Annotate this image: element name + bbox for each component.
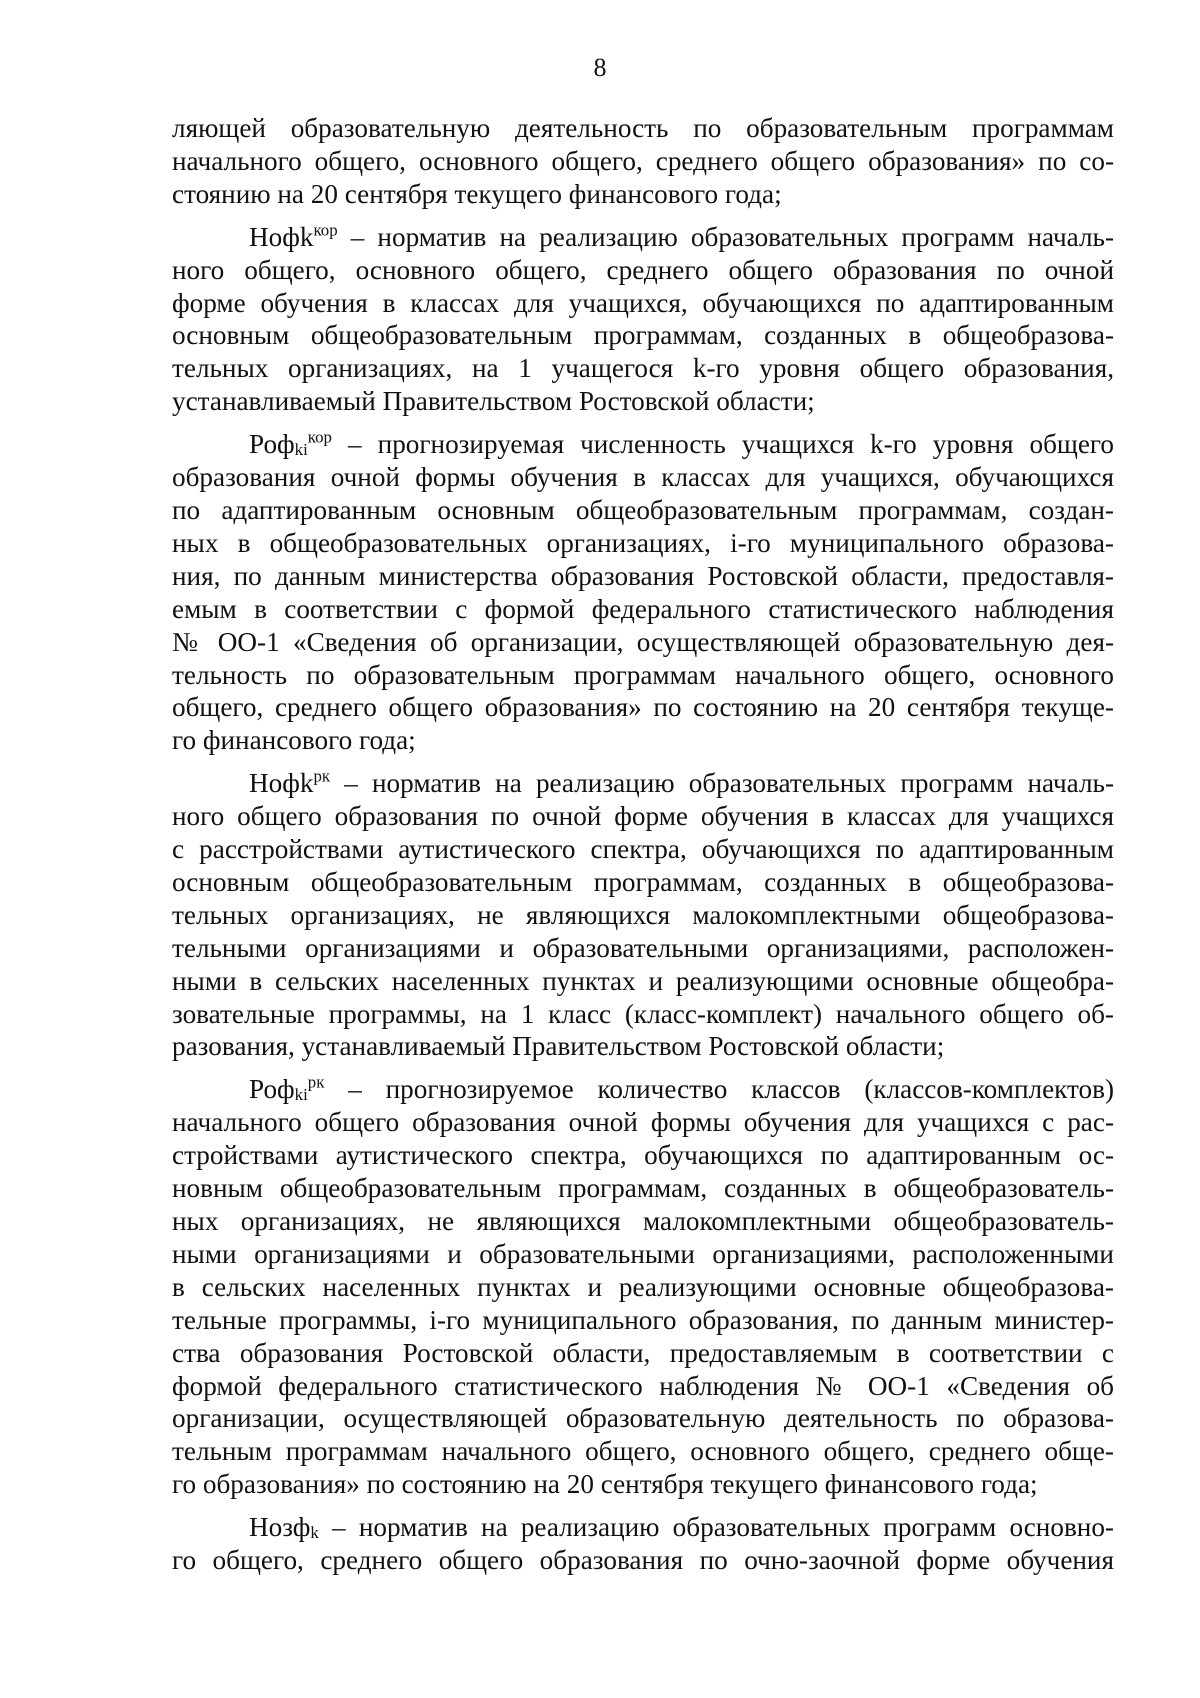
text-line: № ОО-1 «Сведения об организации, осуществляющей образовательную дея- bbox=[172, 626, 1114, 657]
text-line: по адаптированным основным общеобразовательным программам, создан- bbox=[172, 494, 1114, 525]
text-line: го образования» по состоянию на 20 сентября текущего финансового года; bbox=[172, 1469, 1038, 1500]
page-number: 8 bbox=[593, 53, 607, 82]
text-line: начального общего, основного общего, среднего общего образования» по со- bbox=[172, 145, 1114, 176]
text-line: формой федерального статистического наблюдения № ОО-1 «Сведения об bbox=[172, 1370, 1114, 1401]
text-line: ными в сельских населенных пунктах и реализующими основные общеобра- bbox=[172, 965, 1114, 996]
term-symbol: Нозф$_k$ bbox=[249, 1512, 319, 1543]
paragraph-definition bbox=[172, 1511, 1114, 1577]
text-line: начального общего образования очной формы обучения для учащихся с рас- bbox=[172, 1107, 1114, 1138]
text-line: форме обучения в классах для учащихся, обучающихся по адаптированным bbox=[172, 287, 1114, 318]
text-line: стройствами аутистического спектра, обучающихся по адаптированным ос- bbox=[172, 1140, 1114, 1171]
paragraph-definition bbox=[172, 221, 1114, 418]
text-line: ных в общеобразовательных организациях, i-го муниципального образова- bbox=[172, 527, 1114, 558]
text-line: ния, по данным министерства образования Ростовской области, предоставля- bbox=[172, 560, 1114, 591]
text-line: с расстройствами аутистического спектра, обучающихся по адаптированным bbox=[172, 834, 1114, 865]
text-line-first bbox=[172, 428, 1114, 461]
term-lead: – прогнозируемое количество классов (классов-комплектов) bbox=[324, 1074, 1114, 1105]
text-line: го финансового года; bbox=[172, 725, 416, 756]
text-line-first bbox=[172, 1073, 1114, 1106]
text-line: ного общего, основного общего, среднего общего образования по очной bbox=[172, 254, 1114, 285]
text-line: организации, осуществляющей образовательную деятельность по образова- bbox=[172, 1403, 1114, 1434]
text-line: зовательные программы, на 1 класс (класс-комплект) начального общего об- bbox=[172, 998, 1114, 1029]
text-line: го общего, среднего общего образования по очно-заочной форме обучения bbox=[172, 1545, 1114, 1576]
text-line-first bbox=[172, 221, 1114, 254]
text-line: образования очной формы обучения в классах для учащихся, обучающихся bbox=[172, 462, 1114, 493]
text-line: устанавливаемый Правительством Ростовской области; bbox=[172, 386, 815, 417]
text-line: ного общего образования по очной форме обучения в классах для учащихся bbox=[172, 801, 1114, 832]
text-line: тельность по образовательным программам начального общего, основного bbox=[172, 659, 1114, 690]
text-line: тельные программы, i-го муниципального образования, по данным министер- bbox=[172, 1304, 1114, 1335]
text-line: ляющей образовательную деятельность по образовательным программам bbox=[172, 113, 1114, 143]
text-line: основным общеобразовательным программам, созданных в общеобразова- bbox=[172, 866, 1114, 897]
document-body bbox=[172, 112, 1114, 1587]
text-line-first bbox=[172, 767, 1114, 800]
term-lead: – норматив на реализацию образовательных программ началь- bbox=[337, 221, 1114, 252]
text-line: ными организациями и образовательными организациями, расположенными bbox=[172, 1238, 1114, 1269]
term-lead: – прогнозируемая численность учащихся k-го уровня общего bbox=[331, 429, 1114, 460]
term-superscript: кор bbox=[313, 220, 338, 240]
term-subscript: ki bbox=[294, 440, 308, 460]
term-superscript: рк bbox=[313, 766, 331, 786]
text-line: тельными организациями и образовательными организациями, расположен- bbox=[172, 932, 1114, 963]
term-subscript: ki bbox=[294, 1085, 308, 1105]
paragraph-continuation bbox=[172, 112, 1114, 211]
text-line: стоянию на 20 сентября текущего финансового года; bbox=[172, 178, 782, 209]
term-symbol: Роф$_{ki}^{кор}$ bbox=[249, 427, 332, 460]
text-line: разования, устанавливаемый Правительством Ростовской области; bbox=[172, 1031, 945, 1062]
term-symbol: Нофk$^{рк}$ bbox=[249, 766, 331, 799]
paragraph-definition bbox=[172, 428, 1114, 757]
term-lead: – норматив на реализацию образовательных программ основно- bbox=[318, 1512, 1114, 1543]
term-symbol: Нофk$^{кор}$ bbox=[249, 220, 338, 252]
text-line: тельным программам начального общего, основного общего, среднего обще- bbox=[172, 1436, 1114, 1467]
text-line: новным общеобразовательным программам, созданных в общеобразователь- bbox=[172, 1173, 1114, 1204]
term-lead: – норматив на реализацию образовательных программ началь- bbox=[330, 768, 1114, 799]
term-superscript: рк bbox=[307, 1072, 325, 1092]
paragraph-definition bbox=[172, 1073, 1114, 1501]
term-superscript: кор bbox=[307, 427, 332, 447]
term-subscript: k bbox=[310, 1523, 319, 1543]
paragraph-definition bbox=[172, 767, 1114, 1063]
text-line: ных организациях, не являющихся малокомплектными общеобразователь- bbox=[172, 1206, 1114, 1236]
text-line-first bbox=[172, 1511, 1114, 1544]
text-line: тельных организациях, не являющихся малокомплектными общеобразова- bbox=[172, 899, 1114, 930]
text-line: общего, среднего общего образования» по состоянию на 20 сентября текуще- bbox=[172, 692, 1114, 723]
term-symbol: Роф$_{ki}^{рк}$ bbox=[249, 1072, 325, 1105]
text-line: ства образования Ростовской области, предоставляемым в соответствии с bbox=[172, 1337, 1114, 1368]
text-line: основным общеобразовательным программам, созданных в общеобразова- bbox=[172, 320, 1114, 351]
text-line: тельных организациях, на 1 учащегося k-го уровня общего образования, bbox=[172, 353, 1114, 384]
text-line: в сельских населенных пунктах и реализующими основные общеобразова- bbox=[172, 1271, 1114, 1302]
text-line: емым в соответствии с формой федерального статистического наблюдения bbox=[172, 593, 1114, 624]
